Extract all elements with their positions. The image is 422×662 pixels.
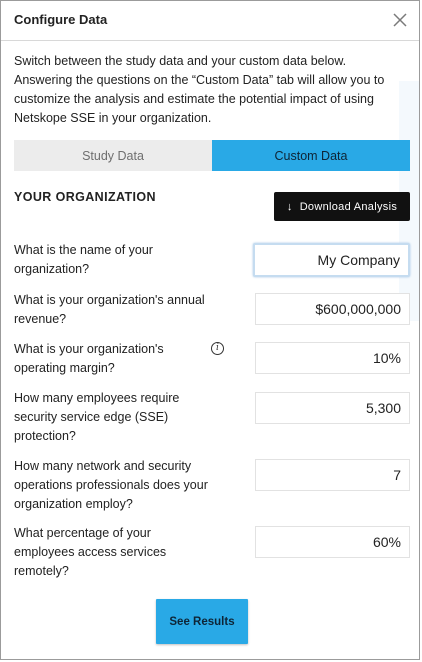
info-icon[interactable]: i xyxy=(211,342,224,355)
question-org-name: What is the name of your organization? xyxy=(14,243,153,276)
org-name-input[interactable] xyxy=(253,243,410,277)
annual-revenue-input[interactable] xyxy=(255,293,410,325)
dialog-title: Configure Data xyxy=(14,12,108,27)
question-annual-revenue: What is your organization's annual revenue? xyxy=(14,293,205,326)
data-tabs xyxy=(14,140,410,171)
see-results-button[interactable]: See Results xyxy=(156,599,248,644)
question-security-professionals: How many network and security operations professionals does your organization employ? xyxy=(14,459,208,511)
section-title: YOUR ORGANIZATION xyxy=(14,190,156,204)
question-operating-margin: What is your organization's operating margin? xyxy=(14,342,164,375)
tab-custom-data[interactable]: Custom Data xyxy=(212,140,410,171)
question-sse-employees: How many employees require security service edge (SSE) protection? xyxy=(14,391,180,443)
download-analysis-button[interactable] xyxy=(274,192,410,221)
question-remote-percentage: What percentage of your employees access services remotely? xyxy=(14,526,167,578)
close-icon[interactable] xyxy=(391,11,409,29)
dialog-header xyxy=(1,1,419,41)
remote-percentage-input[interactable] xyxy=(255,526,410,558)
download-analysis-label: Download Analysis xyxy=(299,200,398,213)
dialog-intro-text: Switch between the study data and your custom data below. Answering the questions on the “Custom Data” tab will allow you to customize the analysis and estimate the potential impact of using Netskope SSE in your organization. xyxy=(14,54,385,125)
sse-employees-input[interactable] xyxy=(255,392,410,424)
operating-margin-input[interactable] xyxy=(255,342,410,374)
tab-study-data[interactable]: Study Data xyxy=(14,140,212,171)
download-arrow-icon: ↓ xyxy=(286,200,293,213)
security-professionals-input[interactable] xyxy=(255,459,410,491)
